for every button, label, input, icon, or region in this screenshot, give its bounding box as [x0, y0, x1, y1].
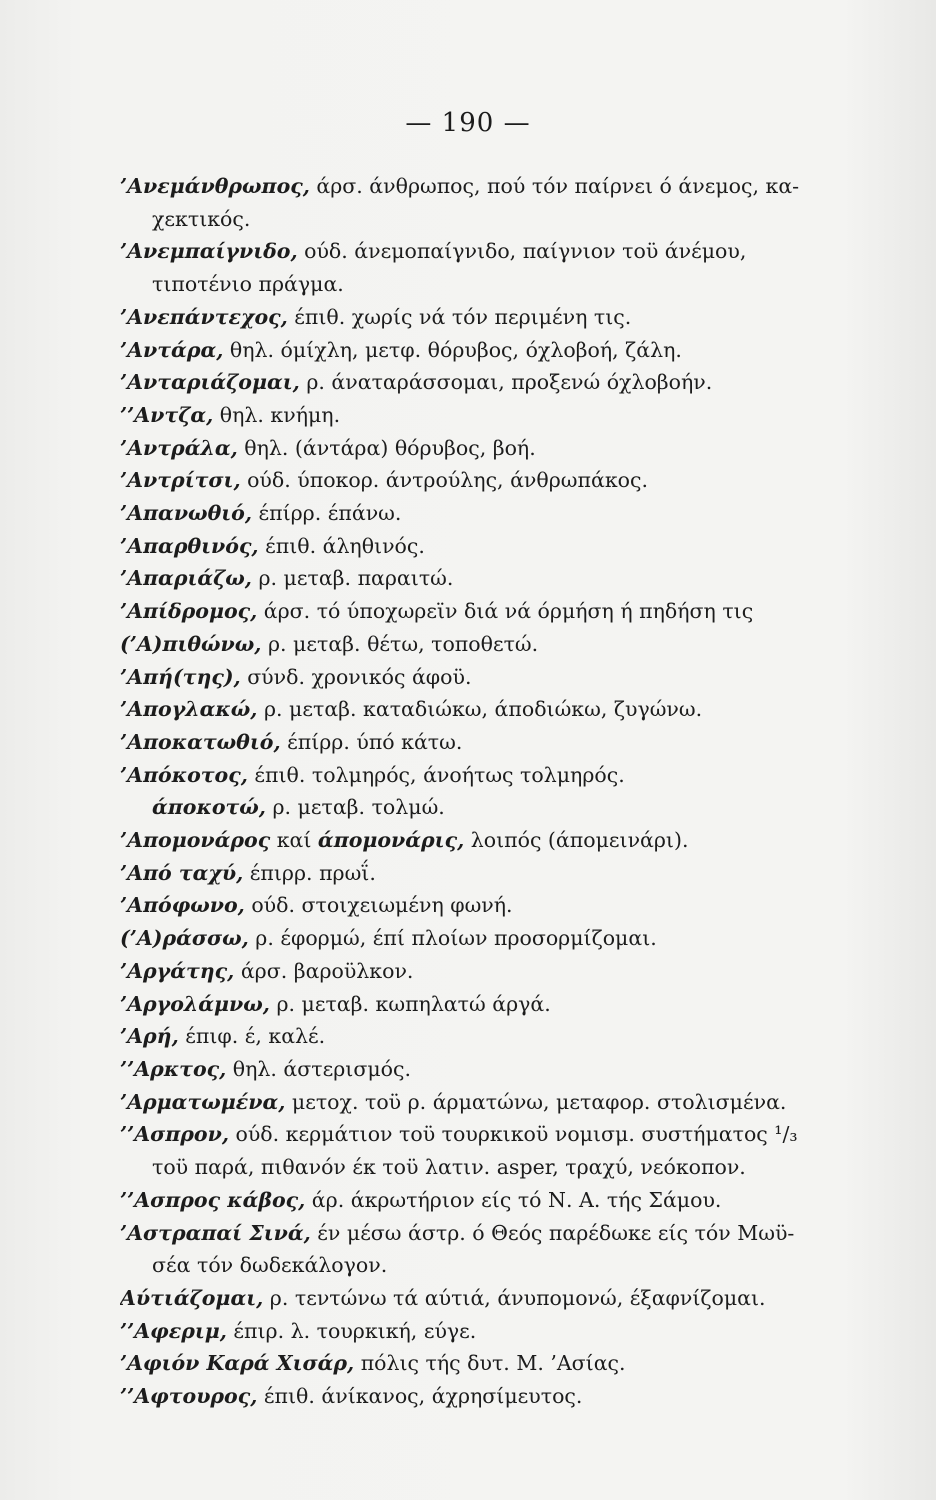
dictionary-entry [120, 432, 880, 465]
entry-headword: ’’Αντζα, [120, 402, 214, 427]
entry-definition: θηλ. όμίχλη, μετφ. θόρυβος, όχλοβοή, ζάλη. [223, 337, 682, 362]
entry-headword: ’’Αφεριμ, [120, 1318, 227, 1343]
entry-definition: άρ. άκρωτήριον είς τό Ν. Α. τής Σάμου. [305, 1187, 722, 1212]
dictionary-entry [120, 1053, 880, 1086]
entry-definition: θηλ. κνήμη. [213, 402, 341, 427]
entry-definition: ούδ. άνεμοπαίγνιδο, παίγνιον τοϋ άνέμου, [297, 239, 747, 264]
dictionary-entry [120, 628, 880, 661]
dictionary-entry [120, 889, 880, 922]
entry-headword: ’Απή(της), [120, 664, 241, 689]
entry-definition: ρ. μεταβ. θέτω, τοποθετώ. [261, 631, 539, 656]
entry-headword: ’Από ταχύ, [120, 860, 244, 885]
entry-definition: έπίρρ. ύπό κάτω. [280, 729, 463, 754]
entry-definition: ρ. μεταβ. καταδιώκω, άποδιώκω, ζυγώνω. [257, 697, 703, 722]
dictionary-entry [120, 1380, 880, 1413]
entry-definition: ρ. μεταβ. τολμώ. [265, 795, 445, 820]
entry-definition: ρ. μεταβ. κωπηλατώ άργά. [269, 991, 551, 1016]
dictionary-entry [120, 399, 880, 432]
entry-headword: ’Ανεμπαίγνιδο, [120, 239, 298, 264]
entry-definition: σύνδ. χρονικός άφοϋ. [240, 664, 472, 689]
entry-headword: Αύτιάζομαι, [120, 1285, 264, 1310]
entry-headword: ’’Αρκτος, [120, 1056, 227, 1081]
entry-headword: (’Α)πιθώνω, [120, 631, 262, 656]
entry-definition: ρ. άναταράσσομαι, προξενώ όχλοβοήν. [299, 370, 713, 395]
dictionary-entry [120, 726, 880, 759]
entry-definition: έπιθ. χωρίς νά τόν περιμένη τις. [287, 304, 632, 329]
entry-headword: ’Απίδρομος, [120, 599, 258, 624]
entry-definition: ούδ. ύποκορ. άντρούλης, άνθρωπάκος. [240, 468, 648, 493]
entry-headword: ’Απομονάρος [120, 828, 271, 853]
entry-definition: ρ. μεταβ. παραιτώ. [251, 566, 454, 591]
entry-headword: ’Αντάρα, [120, 337, 224, 362]
entry-headword: (’Α)ράσσω, [120, 926, 249, 951]
entry-definition: θηλ. άστερισμός. [226, 1056, 411, 1081]
entry-definition: άρσ. άνθρωπος, πού τόν παίρνει ό άνεμος, κα- [309, 174, 800, 198]
dictionary-entry [120, 235, 880, 300]
entry-headword: ’Αντρίτσι, [120, 468, 241, 493]
entry-headword: ’Αργολάμνω, [120, 991, 270, 1016]
dictionary-entry [120, 1184, 880, 1217]
entry-definition: έπιρρ. πρωΐ. [243, 860, 376, 885]
entry-headword: ’Απογλακώ, [120, 697, 258, 722]
dictionary-entry [120, 301, 880, 334]
dictionary-entry [120, 759, 880, 792]
entry-definition: μετοχ. τοϋ ρ. άρματώνω, μεταφορ. στολισμένα. [285, 1089, 787, 1114]
entry-headword: ’Αρή, [120, 1024, 179, 1049]
entry-definition: καί [270, 828, 318, 853]
dictionary-entry [120, 497, 880, 530]
entry-headword: ’Απανωθιό, [120, 501, 252, 526]
entry-headword: ’Ανεμάνθρωπος, [120, 174, 310, 198]
entry-definition: ούδ. κερμάτιον τοϋ τουρκικοϋ νομισμ. συστήματος ¹/₃ [228, 1122, 798, 1147]
entry-headword: ’Απόκοτος, [120, 762, 248, 787]
entry-continuation: σέα τόν δωδεκάλογον. [152, 1253, 388, 1278]
page-number: — 190 — [405, 108, 531, 138]
dictionary-entry [120, 857, 880, 890]
entry-continuation: τοϋ παρά, πιθανόν έκ τοϋ λατιν. asper, τραχύ, νεόκοπον. [152, 1155, 746, 1180]
entry-headword: ’Αποκατωθιό, [120, 729, 281, 754]
dictionary-entry [120, 1282, 880, 1315]
entry-headword-variant: άπομονάρις, [317, 828, 465, 853]
entry-definition: ρ. τεντώνω τά αύτιά, άνυπομονώ, έξαφνίζομαι. [263, 1285, 766, 1310]
dictionary-entry [120, 1020, 880, 1053]
entry-definition: έπιθ. άνίκανος, άχρησίμευτος. [257, 1384, 583, 1409]
entry-headword: άποκοτώ, [152, 795, 266, 820]
entry-headword: ’’Αφτουρος, [120, 1384, 258, 1409]
entry-headword: ’Απόφωνο, [120, 893, 245, 918]
entry-definition: ρ. έφορμώ, έπί πλοίων προσορμίζομαι. [248, 926, 657, 951]
dictionary-entry [120, 1118, 880, 1183]
entry-definition: άρσ. τό ύποχωρεϊν διά νά όρμήση ή πηδήση τις [257, 599, 754, 624]
entry-definition: ούδ. στοιχειωμένη φωνή. [244, 893, 513, 918]
entry-headword: ’Αστραπαί Σινά, [120, 1220, 311, 1245]
entry-list [120, 170, 880, 1413]
entry-headword: ’Απαριάζω, [120, 566, 252, 591]
dictionary-entry [120, 334, 880, 367]
dictionary-entry [120, 922, 880, 955]
entry-definition: έν μέσω άστρ. ό Θεός παρέδωκε είς τόν Μωϋ- [310, 1220, 795, 1245]
entry-definition: έπιρ. λ. τουρκική, εύγε. [226, 1318, 477, 1343]
entry-definition: έπιθ. τολμηρός, άνοήτως τολμηρός. [247, 762, 625, 787]
dictionary-entry [120, 791, 880, 824]
dictionary-entry [120, 1217, 880, 1282]
entry-definition: άρσ. βαροϋλκον. [234, 958, 414, 983]
entry-definition: έπιφ. έ, καλέ. [178, 1024, 326, 1049]
dictionary-entry [120, 955, 880, 988]
dictionary-entry [120, 170, 880, 235]
entry-continuation: χεκτικός. [152, 206, 251, 231]
entry-definition: έπίρρ. έπάνω. [251, 501, 402, 526]
entry-headword: ’Ανταριάζομαι, [120, 370, 300, 395]
dictionary-entry [120, 661, 880, 694]
entry-headword: ’Απαρθινός, [120, 533, 259, 558]
entry-headword: ’Αντράλα, [120, 435, 238, 460]
dictionary-entry [120, 464, 880, 497]
entry-continuation: τιποτένιο πράγμα. [152, 272, 344, 297]
entry-headword: ’Ανεπάντεχος, [120, 304, 288, 329]
dictionary-entry [120, 693, 880, 726]
entry-definition: πόλις τής δυτ. Μ. ’Ασίας. [354, 1351, 626, 1376]
dictionary-entry [120, 595, 880, 628]
dictionary-entry [120, 530, 880, 563]
dictionary-entry [120, 1347, 880, 1380]
entry-definition: έπιθ. άληθινός. [258, 533, 425, 558]
entry-headword: ’’Ασπρος κάβος, [120, 1187, 306, 1212]
dictionary-entry [120, 988, 880, 1021]
dictionary-entry [120, 824, 880, 857]
entry-definition-extra: λοιπός (άπομεινάρι). [464, 828, 689, 853]
dictionary-entry [120, 1086, 880, 1119]
entry-headword: ’Αφιόν Καρά Χισάρ, [120, 1351, 355, 1376]
entry-headword: ’Αρματωμένα, [120, 1089, 286, 1114]
entry-definition: θηλ. (άντάρα) θόρυβος, βοή. [237, 435, 536, 460]
dictionary-entry [120, 366, 880, 399]
dictionary-entry [120, 1315, 880, 1348]
dictionary-entry [120, 562, 880, 595]
entry-headword: ’’Ασπρον, [120, 1122, 229, 1147]
entry-headword: ’Αργάτης, [120, 958, 235, 983]
